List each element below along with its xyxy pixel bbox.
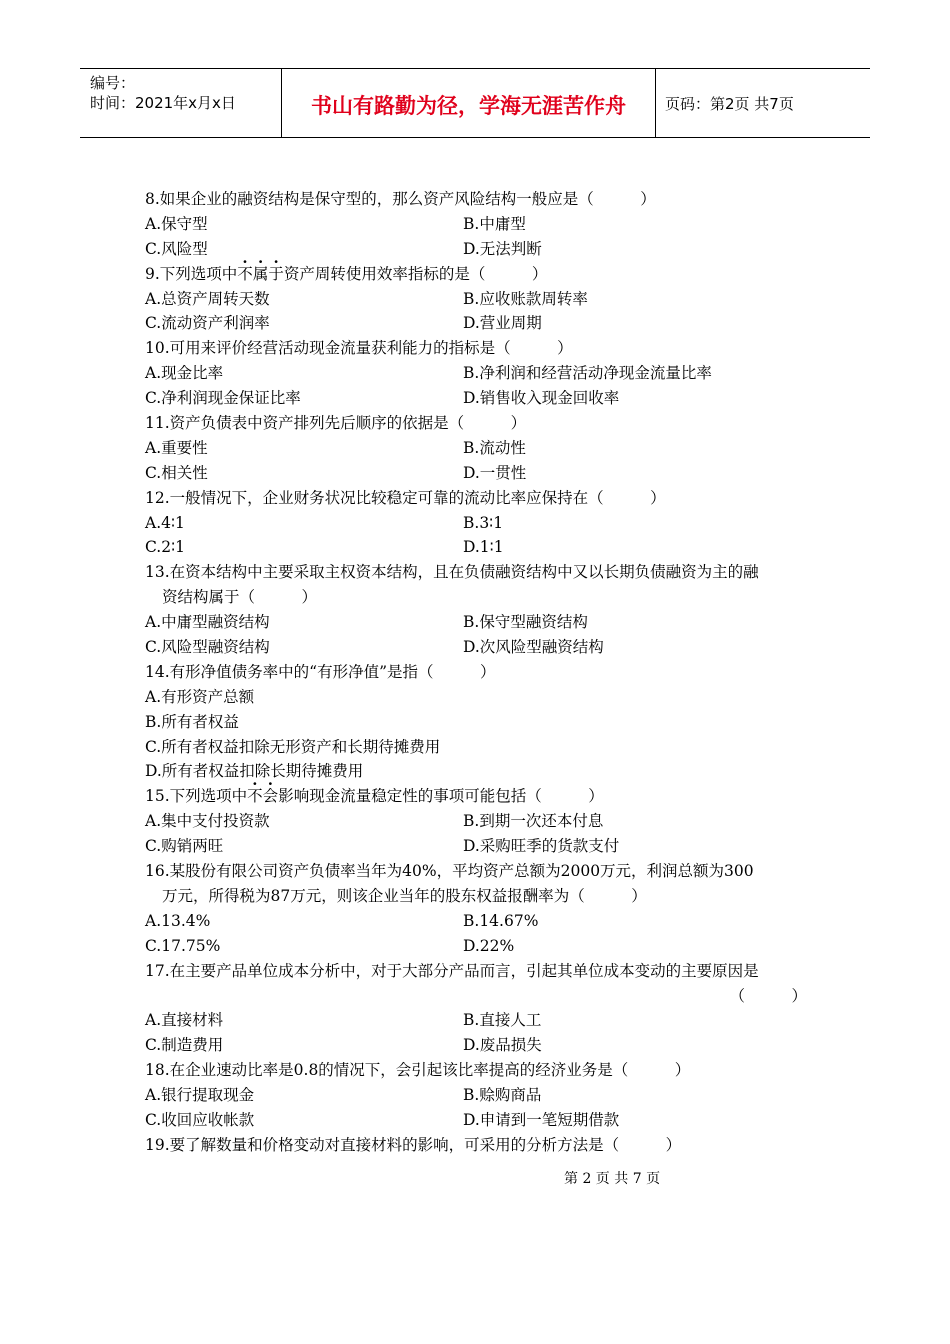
header-motto: 书山有路勤为径，学海无涯苦作舟 [311,94,626,118]
option-d: D.所有者权益扣除长期待摊费用 [145,762,364,781]
option-a: A.现金比率 [145,364,224,383]
option-b: B.净利润和经营活动净现金流量比率 [463,364,712,383]
option-b: B.14.67% [463,911,539,930]
answer-bracket: （ ） [729,986,807,1005]
option-row [145,635,815,660]
option-a: A.4∶1 [145,513,185,532]
option-c: C.制造费用 [145,1036,224,1055]
option-row [145,1008,815,1033]
question-stem: 17.在主要产品单位成本分析中，对于大部分产品而言，引起其单位成本变动的主要原因是 [145,961,759,980]
question-stem: 19.要了解数量和价格变动对直接材料的影响，可采用的分析方法是（ ） [145,1135,682,1154]
question-stem-continued: 万元，所得税为87万元，则该企业当年的股东权益报酬率为（ ） [162,886,647,905]
option-d: D.采购旺季的货款支付 [463,837,620,856]
option-a: A.中庸型融资结构 [145,613,270,632]
question-stem: 9.下列选项中不属于资产周转使用效率指标的是（ ） [145,264,548,283]
option-b: B.所有者权益 [145,712,239,731]
document-number-label: 编号： [90,74,136,92]
option-row [145,909,815,934]
question-stem: 13.在资本结构中主要采取主权资本结构，且在负债融资结构中又以长期负债融资为主的融 [145,563,759,582]
page-header [80,68,870,138]
option-row [145,386,815,411]
option-b: B.到期一次还本付息 [463,812,604,831]
question-list [145,187,815,1158]
option-a: A.保守型 [145,214,208,233]
option-a: A.总资产周转天数 [145,289,270,308]
option-d: D.无法判断 [463,239,542,258]
option-c: C.风险型 [145,239,208,258]
option-c: C.风险型融资结构 [145,638,270,657]
option-a: A.13.4% [145,911,211,930]
option-a: A.有形资产总额 [145,687,255,706]
option-c: C.相关性 [145,463,208,482]
option-row [145,436,815,461]
emphasis-char: 于 [268,264,284,283]
header-divider [655,69,656,137]
option-row [145,535,815,560]
option-a: A.直接材料 [145,1011,224,1030]
option-d: D.营业周期 [463,314,542,333]
option-row [145,287,815,312]
option-a: A.银行提取现金 [145,1086,255,1105]
question-stem-continued: 资结构属于（ ） [162,588,318,607]
option-a: A.集中支付投资款 [145,812,270,831]
question-stem: 10.可用来评价经营活动现金流量获利能力的指标是（ ） [145,339,573,358]
question-stem: 12.一般情况下，企业财务状况比较稳定可靠的流动比率应保持在（ ） [145,488,666,507]
option-row [145,311,815,336]
option-b: B.直接人工 [463,1011,542,1030]
option-d: D.次风险型融资结构 [463,638,604,657]
option-row [145,934,815,959]
document-time-label: 时间：2021年x月x日 [90,94,236,112]
option-d: D.废品损失 [463,1036,542,1055]
option-b: B.3∶1 [463,513,504,532]
question-stem: 18.在企业速动比率是0.8的情况下，会引起该比率提高的经济业务是（ ） [145,1061,691,1080]
emphasis-char: 不 [247,787,263,806]
question-stem: 14.有形净值债务率中的“有形净值”是指（ ） [145,662,496,681]
option-c: C.净利润现金保证比率 [145,389,301,408]
option-b: B.赊购商品 [463,1086,542,1105]
option-b: B.流动性 [463,438,526,457]
question-stem: 8.如果企业的融资结构是保守型的，那么资产风险结构一般应是（ ） [145,190,656,208]
option-row [145,1108,815,1133]
option-c: C.购销两旺 [145,837,224,856]
option-c: C.所有者权益扣除无形资产和长期待摊费用 [145,737,441,756]
option-row [145,834,815,859]
option-row [145,1083,815,1108]
option-row [145,610,815,635]
option-d: D.22% [463,936,515,955]
option-c: C.17.75% [145,936,221,955]
option-row [145,809,815,834]
emphasis-char: 会 [262,787,279,806]
option-d: D.1∶1 [463,538,504,557]
question-stem: 16.某股份有限公司资产负债率当年为40%，平均资产总额为2000万元，利润总额为300 [145,862,754,881]
option-row [145,212,815,237]
emphasis-char: 不 [237,264,253,283]
option-row [145,1033,815,1058]
option-row [145,511,815,536]
option-d: D.销售收入现金回收率 [463,389,620,408]
option-c: C.收回应收帐款 [145,1110,255,1129]
option-row [145,461,815,486]
option-row [145,361,815,386]
question-stem: 15.下列选项中不会影响现金流量稳定性的事项可能包括（ ） [145,787,604,806]
header-page-number: 页码：第2页 共7页 [665,95,794,113]
question-stem: 11.资产负债表中资产排列先后顺序的依据是（ ） [145,414,527,433]
option-d: D.申请到一笔短期借款 [463,1110,620,1129]
option-c: C.流动资产利润率 [145,314,270,333]
option-a: A.重要性 [145,438,208,457]
option-d: D.一贯性 [463,463,527,482]
option-b: B.中庸型 [463,214,526,233]
option-c: C.2∶1 [145,538,185,557]
option-b: B.保守型融资结构 [463,613,588,632]
option-b: B.应收账款周转率 [463,289,588,308]
emphasis-char: 属 [252,264,269,283]
footer-page-number: 第 2 页 共 7 页 [564,1171,661,1187]
